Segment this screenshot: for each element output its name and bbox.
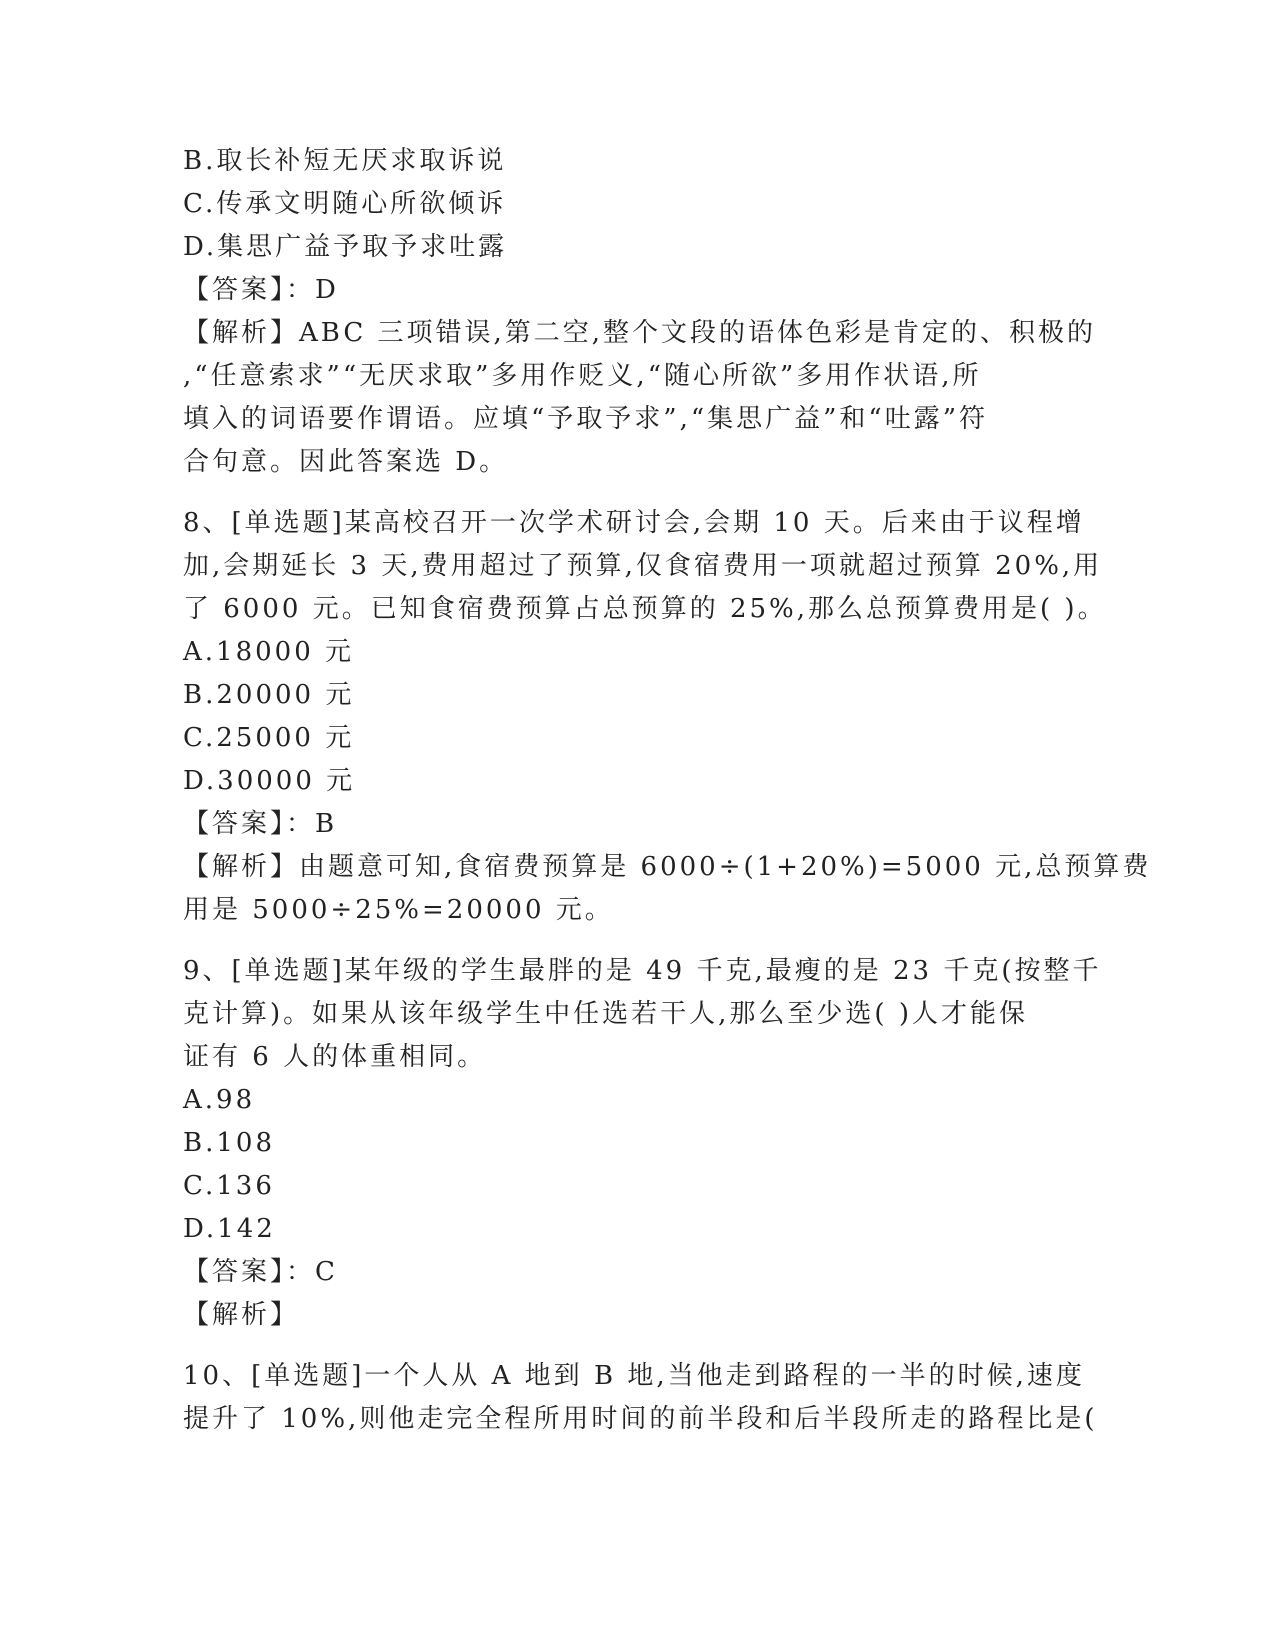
option-d: D.集思广益予取予求吐露	[183, 232, 508, 262]
answer-line: 【答案】：B	[183, 809, 338, 839]
question-stem-line: 克计算)。如果从该年级学生中任选若干人,那么至少选( )人才能保	[183, 999, 1028, 1029]
document-page	[183, 140, 1152, 1441]
analysis-line: 填入的词语要作谓语。应填“予取予求”,“集思广益”和“吐露”符	[183, 404, 989, 434]
option-c: C.25000 元	[183, 723, 355, 753]
option-d: D.142	[183, 1214, 276, 1244]
block-gap	[183, 1337, 1083, 1355]
option-a: A.98	[183, 1085, 256, 1115]
option-b: B.取长补短无厌求取诉说	[183, 146, 507, 176]
analysis-line: 【解析】由题意可知,食宿费预算是 6000÷(1+20%)=5000 元,总预算费	[183, 852, 1152, 882]
analysis-line: 用是 5000÷25%=20000 元。	[183, 895, 614, 925]
block-gap	[183, 484, 1083, 502]
question-8	[183, 502, 1152, 932]
question-9	[183, 950, 1102, 1337]
answer-line: 【答案】：D	[183, 275, 339, 305]
answer-line: 【答案】：C	[183, 1257, 338, 1287]
question-7-tail	[183, 140, 1097, 484]
analysis-line: 【解析】ABC 三项错误,第二空,整个文段的语体色彩是肯定的、积极的	[183, 318, 1097, 348]
block-gap	[183, 932, 1083, 950]
option-b: B.108	[183, 1128, 275, 1158]
analysis-line: ,“任意索求”“无厌求取”多用作贬义,“随心所欲”多用作状语,所	[183, 361, 982, 391]
question-stem-line: 10、[单选题]一个人从 A 地到 B 地,当他走到路程的一半的时候,速度	[183, 1361, 1085, 1391]
option-d: D.30000 元	[183, 766, 356, 796]
option-b: B.20000 元	[183, 680, 355, 710]
question-stem-line: 8、[单选题]某高校召开一次学术研讨会,会期 10 天。后来由于议程增	[183, 508, 1085, 538]
question-stem-line: 了 6000 元。已知食宿费预算占总预算的 25%,那么总预算费用是( )。	[183, 594, 1107, 624]
question-stem-line: 加,会期延长 3 天,费用超过了预算,仅食宿费用一项就超过预算 20%,用	[183, 551, 1103, 581]
question-stem-line: 提升了 10%,则他走完全程所用时间的前半段和后半段所走的路程比是(	[183, 1404, 1098, 1434]
option-c: C.136	[183, 1171, 275, 1201]
analysis-line: 合句意。因此答案选 D。	[183, 447, 509, 477]
option-c: C.传承文明随心所欲倾诉	[183, 189, 507, 219]
option-a: A.18000 元	[183, 637, 355, 667]
question-stem-line: 9、[单选题]某年级的学生最胖的是 49 千克,最瘦的是 23 千克(按整千	[183, 956, 1102, 986]
question-stem-line: 证有 6 人的体重相同。	[183, 1042, 487, 1072]
question-10	[183, 1355, 1098, 1441]
analysis-line: 【解析】	[183, 1300, 300, 1330]
